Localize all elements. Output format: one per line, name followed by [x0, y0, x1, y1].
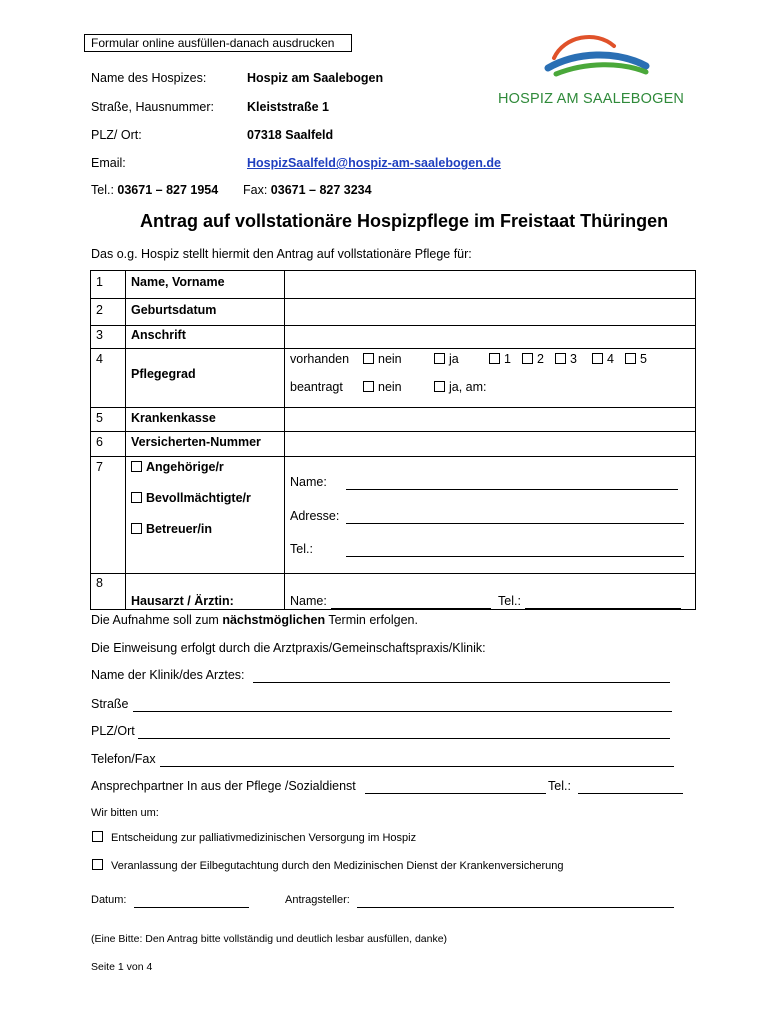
beantragt-label: beantragt	[290, 380, 343, 394]
row-label-address: Anschrift	[126, 326, 285, 349]
contact-partner-label: Ansprechpartner In aus der Pflege /Sozialdienst	[91, 779, 356, 793]
logo-text: HOSPIZ AM SAALEBOGEN	[498, 91, 685, 107]
contact-partner-tel-input[interactable]	[578, 781, 683, 794]
authorized-label: Bevollmächtigte/r	[146, 491, 251, 505]
hospiz-logo	[496, 30, 701, 110]
urgent-assessment-label: Veranlassung der Eilbegutachtung durch den Medizinischen Dienst der Krankenversicherung	[111, 860, 564, 872]
table-row	[91, 432, 696, 457]
intro-text: Das o.g. Hospiz stellt hiermit den Antrag auf vollstationäre Pflege für:	[91, 247, 472, 261]
relative-label: Angehörige/r	[146, 460, 224, 474]
checkbox-icon[interactable]	[131, 492, 142, 503]
tel-line	[91, 183, 218, 197]
table-row	[91, 408, 696, 432]
application-table	[90, 270, 696, 610]
doctor-name-input[interactable]	[331, 596, 491, 609]
checkbox-icon[interactable]	[434, 381, 445, 392]
request-label: Wir bitten um:	[91, 807, 159, 819]
palliative-label: Entscheidung zur palliativmedizinischen Versorgung im Hospiz	[111, 832, 417, 844]
row-number: 4	[91, 349, 126, 408]
applicant-input[interactable]	[357, 895, 674, 908]
contact-address-input[interactable]	[346, 511, 684, 524]
admission-bold: nächstmöglichen	[222, 613, 326, 627]
hospiz-label: Name des Hospizes:	[91, 71, 207, 85]
table-row	[91, 326, 696, 349]
checkbox-icon[interactable]	[363, 353, 374, 364]
date-label: Datum:	[91, 894, 127, 906]
admission-pre: Die Aufnahme soll zum	[91, 613, 223, 627]
contact-name-input[interactable]	[346, 477, 678, 490]
row-number: 1	[91, 271, 126, 299]
name-field[interactable]	[285, 271, 696, 299]
grade-label: 4	[607, 352, 614, 366]
plz-label: PLZ/ Ort:	[91, 128, 142, 142]
plz2-input[interactable]	[138, 726, 670, 739]
contact-person-fields	[285, 457, 696, 574]
row-number: 6	[91, 432, 126, 457]
street2-input[interactable]	[133, 699, 672, 712]
beantragt-line	[290, 380, 690, 400]
doctor-tel-input[interactable]	[525, 596, 681, 609]
vorhanden-nein-option[interactable]	[363, 352, 402, 366]
online-form-note: Formular online ausfüllen-danach ausdrucken	[84, 34, 352, 52]
admission-text	[91, 613, 418, 627]
authorized-option[interactable]	[131, 491, 279, 522]
vorhanden-line	[290, 352, 690, 380]
row-label-birthdate: Geburtsdatum	[126, 299, 285, 326]
page-number: Seite 1 von 4	[91, 961, 153, 973]
row-label-name: Name, Vorname	[126, 271, 285, 299]
contact-tel-input[interactable]	[346, 544, 684, 557]
beantragt-nein-option[interactable]	[363, 380, 402, 394]
insurance-field[interactable]	[285, 408, 696, 432]
address-field[interactable]	[285, 326, 696, 349]
ja-am-label: ja, am:	[449, 380, 487, 394]
date-input[interactable]	[134, 895, 249, 908]
checkbox-icon[interactable]	[434, 353, 445, 364]
row-label-care-grade	[126, 349, 285, 408]
row-number: 7	[91, 457, 126, 574]
table-row	[91, 574, 696, 610]
checkbox-icon[interactable]	[489, 353, 500, 364]
contact-partner-tel-label: Tel.:	[548, 779, 571, 793]
tel-label: Tel.:	[91, 183, 118, 197]
doctor-fields	[285, 574, 696, 610]
plz2-label: PLZ/Ort	[91, 724, 135, 738]
grade-label: 1	[504, 352, 511, 366]
contact-partner-input[interactable]	[365, 781, 546, 794]
row-label-insurance: Krankenkasse	[126, 408, 285, 432]
table-row	[91, 299, 696, 326]
grade-label: 2	[537, 352, 544, 366]
row-label-insurance-number: Versicherten-Nummer	[126, 432, 285, 457]
checkbox-icon[interactable]	[592, 353, 603, 364]
checkbox-icon[interactable]	[131, 461, 142, 472]
street-label: Straße, Hausnummer:	[91, 100, 214, 114]
email-label: Email:	[91, 156, 126, 170]
row-number: 3	[91, 326, 126, 349]
grade-4-option[interactable]	[592, 352, 614, 366]
contact-tel-label: Tel.:	[290, 542, 313, 556]
grade-3-option[interactable]	[555, 352, 577, 366]
phone-fax-input[interactable]	[160, 754, 674, 767]
ja-label: ja	[449, 352, 459, 366]
checkbox-icon[interactable]	[92, 859, 103, 870]
contact-name-label: Name:	[290, 475, 327, 489]
vorhanden-ja-option[interactable]	[434, 352, 459, 366]
checkbox-icon[interactable]	[555, 353, 566, 364]
email-link[interactable]: HospizSaalfeld@hospiz-am-saalebogen.de	[247, 156, 501, 170]
logo-arcs-icon	[496, 30, 701, 90]
table-row	[91, 349, 696, 408]
birthdate-field[interactable]	[285, 299, 696, 326]
tel-value: 03671 – 827 1954	[117, 183, 219, 197]
fax-line	[243, 183, 372, 197]
hospiz-value: Hospiz am Saalebogen	[247, 71, 384, 85]
contact-address-label: Adresse:	[290, 509, 340, 523]
request-note: (Eine Bitte: Den Antrag bitte vollständig und deutlich lesbar ausfüllen, danke)	[91, 933, 448, 945]
grade-5-option[interactable]	[625, 352, 647, 366]
checkbox-icon[interactable]	[522, 353, 533, 364]
checkbox-icon[interactable]	[625, 353, 636, 364]
table-row	[91, 457, 696, 574]
caretaker-label: Betreuer/in	[146, 522, 212, 536]
grade-1-option[interactable]	[489, 352, 511, 366]
insurance-number-field[interactable]	[285, 432, 696, 457]
urgent-assessment-option[interactable]	[92, 859, 564, 872]
palliative-option[interactable]	[92, 831, 416, 844]
checkbox-icon[interactable]	[363, 381, 374, 392]
relative-option[interactable]	[131, 460, 279, 491]
contact-person-options	[126, 457, 285, 574]
fax-value: 03671 – 827 3234	[270, 183, 372, 197]
phone-fax-label: Telefon/Fax	[91, 752, 156, 766]
caretaker-option[interactable]	[131, 522, 279, 536]
admission-post: Termin erfolgen.	[325, 613, 418, 627]
doctor-name-label: Name:	[290, 594, 327, 608]
row-number: 8	[91, 574, 126, 610]
care-grade-options	[285, 349, 696, 408]
checkbox-icon[interactable]	[92, 831, 103, 842]
nein-label: nein	[378, 352, 402, 366]
table-row	[91, 271, 696, 299]
row-label-doctor	[126, 574, 285, 610]
clinic-input[interactable]	[253, 670, 670, 683]
fax-label: Fax:	[243, 183, 271, 197]
page-title: Antrag auf vollstationäre Hospizpflege im Freistaat Thüringen	[140, 211, 669, 231]
vorhanden-label: vorhanden	[290, 352, 350, 366]
row-number: 5	[91, 408, 126, 432]
checkbox-icon[interactable]	[131, 523, 142, 534]
street2-label: Straße	[91, 697, 129, 711]
clinic-label: Name der Klinik/des Arztes:	[91, 668, 245, 682]
grade-label: 3	[570, 352, 577, 366]
street-value: Kleiststraße 1	[247, 100, 329, 114]
plz-value: 07318 Saalfeld	[247, 128, 334, 142]
referral-text: Die Einweisung erfolgt durch die Arztpraxis/Gemeinschaftspraxis/Klinik:	[91, 641, 486, 655]
grade-label: 5	[640, 352, 647, 366]
doctor-tel-label: Tel.:	[498, 594, 521, 608]
beantragt-ja-option[interactable]	[434, 380, 487, 394]
applicant-label: Antragsteller:	[285, 894, 350, 906]
doctor-label: Hausarzt / Ärztin:	[131, 594, 234, 608]
row-number: 2	[91, 299, 126, 326]
nein-label: nein	[378, 380, 402, 394]
grade-2-option[interactable]	[522, 352, 544, 366]
care-grade-label: Pflegegrad	[131, 367, 196, 381]
